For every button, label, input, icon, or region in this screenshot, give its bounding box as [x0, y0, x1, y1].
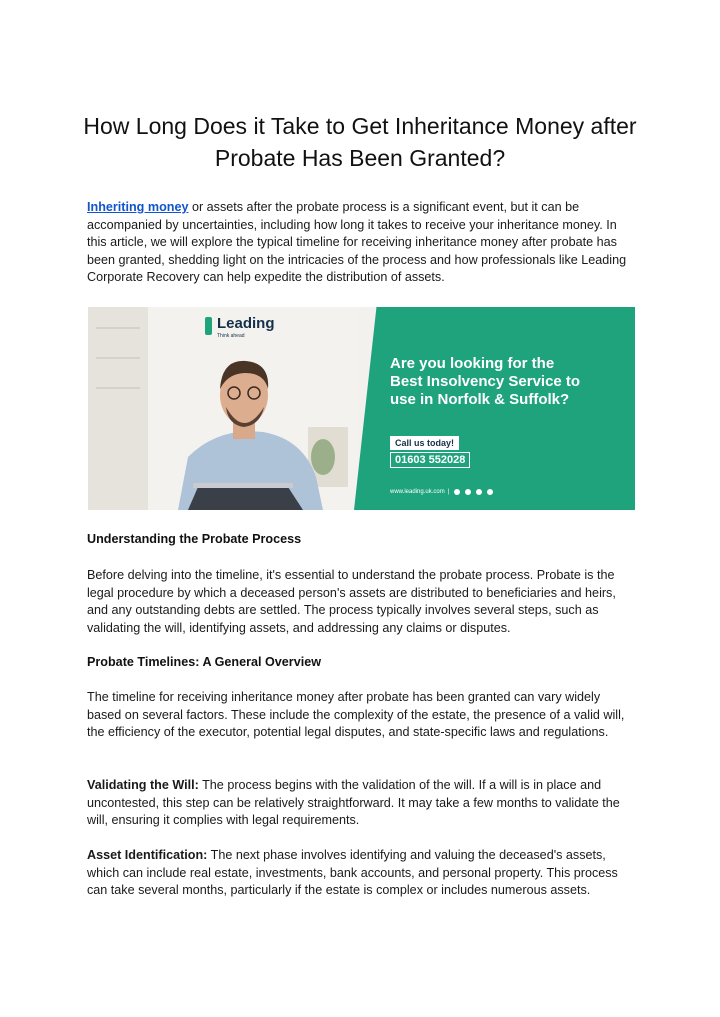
leading-logo — [205, 315, 275, 339]
inheriting-money-link[interactable]: Inheriting money — [87, 200, 189, 214]
footer-separator: | — [447, 489, 450, 495]
validating-will-label: Validating the Will: — [87, 778, 199, 792]
section-body-probate-process: Before delving into the timeline, it's essential to understand the probate process. Probate is the legal procedure by which a deceased person's assets are distributed to beneficiaries and heirs, and any outstanding debts are settled. The process typically involves several steps, such as validating the will, identifying assets, and addressing any claims or disputes. — [87, 568, 616, 635]
instagram-icon[interactable] — [465, 489, 471, 495]
banner-headline: Are you looking for the Best Insolvency Service to use in Norfolk & Suffolk? — [390, 355, 581, 408]
asset-identification-label: Asset Identification: — [87, 848, 208, 862]
validating-will-text: The process begins with the validation of the will. If a will is in place and uncontested, this step can be relatively straightforward. It may take a few months to validate the will, ensuring it complies with legal requirements. — [87, 778, 620, 827]
asset-identification-text: The next phase involves identifying and valuing the deceased's assets, which can include real estate, investments, bank accounts, and personal property. This process can take several months, particularly if the estate is complex or includes numerous assets. — [87, 848, 618, 897]
logo-name: Leading — [217, 315, 275, 332]
section-body-timelines: The timeline for receiving inheritance money after probate has been granted can vary widely based on several factors. These include the complexity of the estate, the presence of a valid will, the efficiency of the executor, potential legal disputes, and state-specific laws and regulations. — [87, 690, 625, 739]
linkedin-icon[interactable] — [487, 489, 493, 495]
facebook-icon[interactable] — [454, 489, 460, 495]
section-heading-timelines: Probate Timelines: A General Overview — [87, 655, 322, 669]
banner-footer — [390, 489, 493, 495]
phone-number[interactable]: 01603 552028 — [390, 452, 470, 468]
website-link[interactable]: www.leading.uk.com — [390, 489, 445, 495]
intro-text: or assets after the probate process is a significant event, but it can be accompanied by uncertainties, including how long it takes to receive your inheritance money. In this article, we will explore the typical timeline for receiving inheritance money after probate has been granted, shedding light on the intricacies of the process and how professionals like Leading Corporate Recovery can help expedite the distribution of assets. — [87, 200, 627, 284]
intro-paragraph — [87, 199, 635, 287]
page-title: How Long Does it Take to Get Inheritance Money after Probate Has Been Granted? — [83, 113, 637, 171]
advert-banner[interactable] — [88, 307, 635, 510]
call-us-label: Call us today! — [390, 436, 459, 450]
validating-will-paragraph — [87, 777, 635, 830]
asset-identification-paragraph — [87, 847, 635, 900]
logo-tagline: Think ahead — [217, 333, 245, 339]
twitter-icon[interactable] — [476, 489, 482, 495]
leading-logo-mark — [205, 317, 212, 335]
section-heading-probate-process: Understanding the Probate Process — [87, 532, 302, 546]
